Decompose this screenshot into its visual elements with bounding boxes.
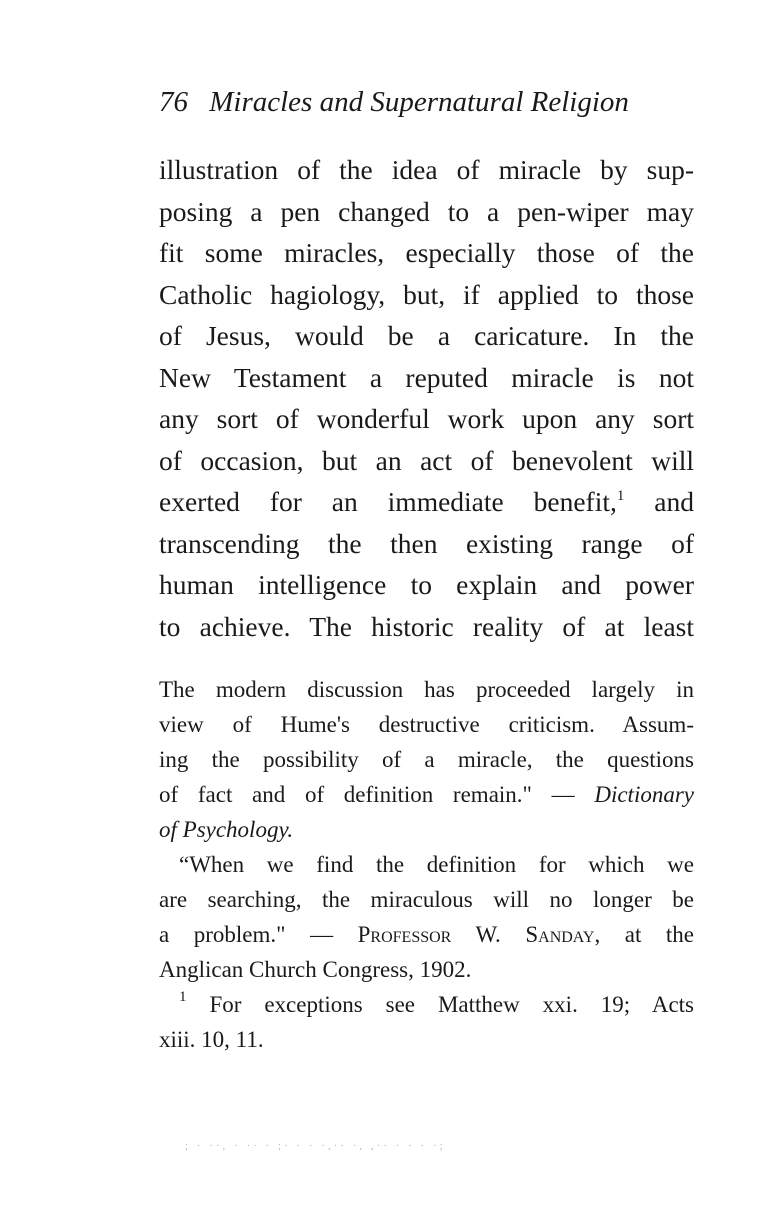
text-line-with-footnote bbox=[159, 481, 694, 523]
footnote-marker: 1 bbox=[179, 989, 187, 1005]
footnote-line: ing the possibility of a miracle, the questions bbox=[159, 747, 694, 772]
footnote-line: Anglican Church Congress, 1902. bbox=[159, 957, 472, 982]
text-line: fit some miracles, especially those of the bbox=[159, 237, 694, 268]
footnote-line: “When we find the definition for which we bbox=[179, 852, 694, 877]
author-name: Professor W. Sanday, bbox=[357, 922, 601, 947]
text-fragment: a problem." — bbox=[159, 922, 358, 947]
text-fragment: For exceptions see Matthew xxi. 19; Acts bbox=[186, 992, 694, 1017]
text-fragment: exerted for an immediate benefit, bbox=[159, 486, 617, 517]
text-fragment: of fact and of definition remain." — bbox=[159, 782, 595, 807]
text-line: New Testament a reputed miracle is not bbox=[159, 361, 694, 393]
text-line: to achieve. The historic reality of at least bbox=[159, 610, 694, 642]
source-title: of Psychology. bbox=[159, 817, 294, 842]
footnote-line bbox=[159, 777, 694, 812]
text-line: Catholic hagiology, but, if applied to those bbox=[159, 278, 694, 310]
footnote-line: The modern discussion has proceeded largely in bbox=[159, 677, 694, 702]
text-line: of occasion, but an act of benevolent will bbox=[159, 444, 694, 476]
footnote-line: xiii. 10, 11. bbox=[159, 1027, 264, 1052]
footnote-line bbox=[159, 812, 694, 847]
text-line: human intelligence to explain and power bbox=[159, 569, 694, 600]
text-fragment: and bbox=[654, 486, 695, 517]
footnote-line bbox=[159, 987, 694, 1022]
page-number: 76 bbox=[159, 86, 188, 118]
text-fragment: at the bbox=[600, 922, 694, 947]
footnotes bbox=[159, 672, 694, 1057]
running-header bbox=[159, 86, 699, 119]
text-line: posing a pen changed to a pen-wiper may bbox=[159, 195, 694, 227]
bleed-through-marks: ; · ··, · ·· · ;· · · ·,·· ·, ,·· · · · ·; bbox=[185, 1140, 446, 1152]
footnote-line: view of Hume's destructive criticism. Assum- bbox=[159, 712, 694, 737]
text-line: illustration of the idea of miracle by sup- bbox=[159, 154, 694, 185]
text-line: of Jesus, would be a caricature. In the bbox=[159, 320, 694, 351]
source-title: Dictionary bbox=[594, 782, 694, 807]
running-title: Miracles and Supernatural Religion bbox=[209, 86, 629, 118]
text-line: transcending the then existing range of bbox=[159, 527, 694, 559]
footnote-reference: 1 bbox=[616, 488, 625, 504]
footnote-line bbox=[159, 917, 694, 952]
main-text bbox=[159, 149, 694, 647]
text-line: any sort of wonderful work upon any sort bbox=[159, 403, 694, 434]
footnote-line: are searching, the miraculous will no longer be bbox=[159, 887, 694, 912]
